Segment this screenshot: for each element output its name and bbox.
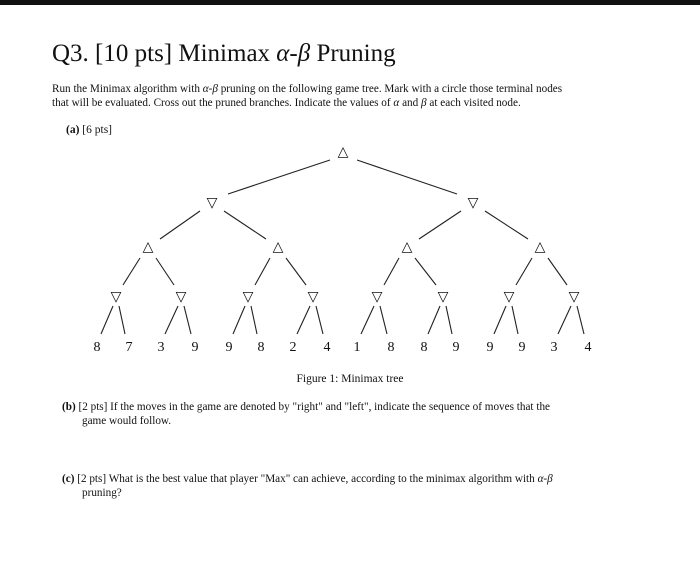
part-a-heading: (a) [6 pts] — [66, 124, 113, 136]
tree-branch — [255, 258, 270, 285]
tree-branch — [156, 258, 174, 285]
terminal-node-value: 4 — [323, 340, 331, 355]
terminal-node-value: 8 — [93, 340, 101, 355]
tree-branch — [119, 306, 125, 334]
tree-branch — [485, 211, 528, 239]
min-node: ▽ — [242, 289, 254, 305]
terminal-node-value: 2 — [289, 340, 297, 355]
max-node-root: △ — [337, 144, 349, 160]
min-node: ▽ — [568, 289, 580, 305]
min-node: ▽ — [437, 289, 449, 305]
tree-branch — [419, 211, 461, 239]
min-node: ▽ — [110, 289, 122, 305]
tree-branch — [494, 306, 506, 334]
question-instructions: Run the Minimax algorithm with α-β pruning on the following game tree. Mark with a circle those terminal nodes that will be evaluated. Cross out the pruned branches. Indicate the values of α and β at each visited node. — [52, 83, 563, 109]
tree-branch — [297, 306, 310, 334]
tree-branch — [384, 258, 399, 285]
terminal-node-value: 3 — [157, 340, 165, 355]
tree-branch — [184, 306, 191, 334]
terminal-node-value: 9 — [225, 340, 233, 355]
min-node: ▽ — [307, 289, 319, 305]
min-node: ▽ — [175, 289, 187, 305]
tree-branch — [558, 306, 571, 334]
max-node: △ — [272, 239, 284, 255]
top-border — [0, 0, 700, 5]
tree-branch — [361, 306, 374, 334]
tree-branch — [224, 211, 266, 239]
min-node: ▽ — [371, 289, 383, 305]
minimax-tree-figure — [0, 140, 700, 365]
terminal-node-value: 9 — [452, 340, 460, 355]
terminal-node-value: 4 — [584, 340, 592, 355]
terminal-node-value: 8 — [420, 340, 428, 355]
max-node: △ — [142, 239, 154, 255]
question-title: Q3. [10 pts] Minimax α-β Pruning — [52, 40, 396, 67]
tree-branch — [165, 306, 178, 334]
tree-branch — [101, 306, 113, 334]
tree-branch — [446, 306, 452, 334]
tree-branch — [512, 306, 518, 334]
figure-caption: Figure 1: Minimax tree — [296, 373, 404, 385]
max-node: △ — [534, 239, 546, 255]
tree-branch — [516, 258, 532, 285]
tree-branch — [316, 306, 323, 334]
tree-branch — [233, 306, 245, 334]
tree-branch — [160, 211, 200, 239]
terminal-node-value: 3 — [550, 340, 558, 355]
max-node: △ — [401, 239, 413, 255]
terminal-node-value: 8 — [257, 340, 265, 355]
part-c-question: (c) [2 pts] What is the best value that player "Max" can achieve, according to the minimax algorithm with α-β pruning? — [62, 473, 553, 499]
min-node: ▽ — [206, 195, 218, 211]
tree-branch — [357, 160, 457, 194]
terminal-node-value: 9 — [486, 340, 494, 355]
terminal-node-value: 1 — [353, 340, 361, 355]
tree-branch — [380, 306, 387, 334]
min-node: ▽ — [467, 195, 479, 211]
part-b-question: (b) [2 pts] If the moves in the game are denoted by "right" and "left", indicate the sequence of moves that the game would follow. — [62, 401, 551, 427]
terminal-node-value: 9 — [518, 340, 526, 355]
tree-branch — [251, 306, 257, 334]
tree-branch — [286, 258, 306, 285]
tree-branch — [123, 258, 140, 285]
terminal-node-value: 7 — [125, 340, 133, 355]
tree-branch — [415, 258, 436, 285]
tree-branch — [428, 306, 440, 334]
tree-branch — [228, 160, 330, 194]
tree-branch — [548, 258, 567, 285]
terminal-node-value: 9 — [191, 340, 199, 355]
tree-branch — [577, 306, 584, 334]
terminal-node-value: 8 — [387, 340, 395, 355]
min-node: ▽ — [503, 289, 515, 305]
